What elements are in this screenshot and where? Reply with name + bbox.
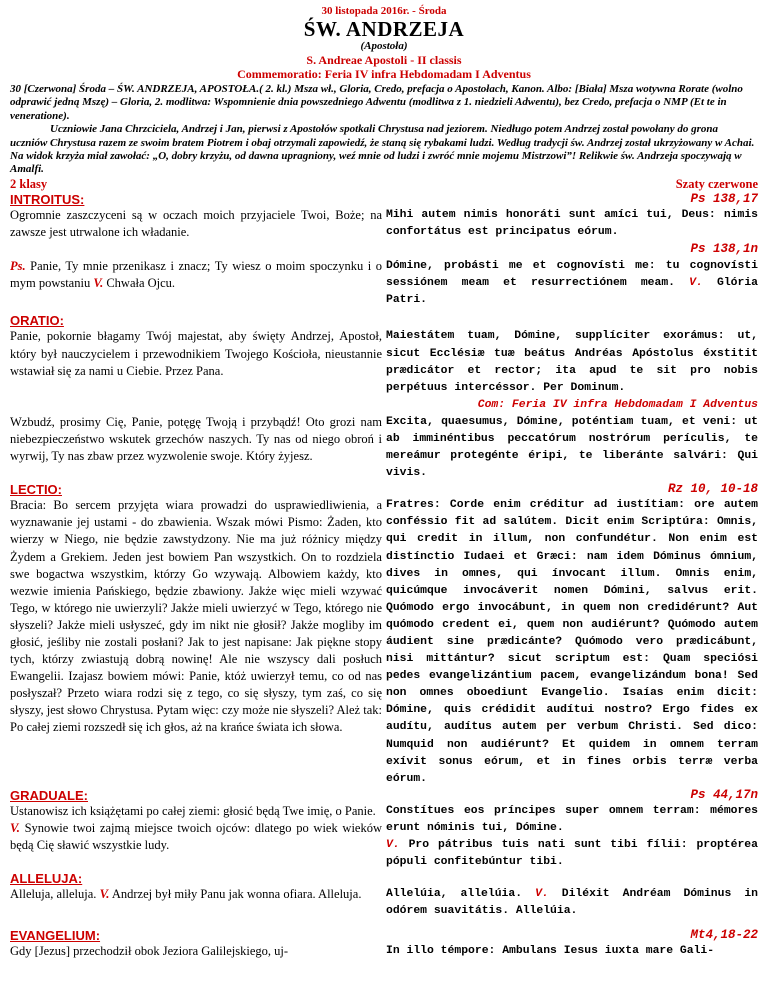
graduale-pl — [10, 803, 382, 871]
introitus-ps-la — [386, 258, 758, 309]
introitus-ps-la-text: Dómine, probásti me et cognovísti me: tu cognovísti sessiónem meam et resurrectiónem meam. — [386, 260, 758, 290]
introitus-ref: Ps 138,17 — [690, 191, 758, 206]
alleluja-pl-b: Andrzej był miły Panu jak wonna ofiara. Alleluja. — [111, 887, 362, 902]
v-label: V. — [10, 820, 20, 835]
notes — [10, 83, 758, 177]
oratio-pl — [10, 328, 382, 482]
subtitle: (Apostoła) — [360, 40, 408, 52]
oratio-la — [386, 328, 758, 482]
v-label: V. — [535, 888, 549, 901]
introitus-glory-pl: Chwała Ojcu. — [106, 276, 176, 291]
v-label: V. — [689, 277, 703, 290]
v-label: V. — [386, 839, 400, 852]
introitus-pl-text: Ogromnie zaszczyceni są w oczach moich przyjaciele Twoi, Boże; na zawsze jest utrwalone ich władanie. — [10, 207, 382, 239]
introitus-header — [10, 192, 758, 207]
introitus-la — [386, 207, 758, 310]
missal-page — [10, 0, 758, 961]
graduale-header — [10, 788, 758, 803]
graduale-la-text: Constítues eos príncipes super omnem terram: mémores erunt nóminis tui, Dómine. — [386, 804, 758, 834]
introitus-label: INTROITUS: — [10, 191, 85, 207]
evangelium-label: EVANGELIUM: — [10, 928, 101, 944]
v-label: V. — [93, 276, 104, 291]
v-label: V. — [99, 887, 110, 902]
evangelium-pl: Gdy [Jezus] przechodził obok Jeziora Galilejskiego, uj- — [10, 944, 289, 959]
date: 30 listopada 2016r. - Środa — [321, 5, 447, 17]
graduale-la — [386, 803, 758, 871]
introitus-pl — [10, 207, 382, 310]
lectio-ref: Rz 10, 10-18 — [667, 482, 758, 497]
introitus-la-text: Mihi autem nimis honoráti sunt amíci tui, Deus: nimis confortátus est principatus eórum. — [386, 208, 758, 238]
graduale-v-pl — [10, 820, 382, 854]
latin-title: S. Andreae Apostoli - II classis — [306, 53, 462, 67]
graduale-body — [10, 803, 758, 871]
oratio-com-pl-text: Wzbudź, prosimy Cię, Panie, potęgę Twoją i przybądź! Oto grozi nam niebezpieczeństwo wskutek grzechów naszych. Ty nas od niego obroń i wyrwij, Ty nas zbaw przez wyzwolenie swoje. Który żyjesz. — [10, 414, 382, 463]
introitus-ref2: Ps 138,1n — [690, 242, 758, 257]
alleluja-body — [10, 886, 758, 920]
graduale-v-la — [386, 837, 758, 871]
lectio-pl: Bracia: Bo sercem przyjęta wiara prowadzi do usprawiedliwienia, a wyznawanie jej ustami - do zbawienia. Wszak mówi Pismo: Żaden, kto wierzy w Niego, nie będzie zawstydzony. Nie ma już różnicy między Żydem a Grekiem. Jeden jest bowiem Pan wszystkich. On to rozdziela swe bogactwa wszystkim, którzy Go wzywają. Albowiem każdy, kto wezwie imienia Pańskiego, będzie zbawiony. Jakże więc mieli wzywać Tego, w którego nie uwierzyli? Jakże mieli uwierzyć w Tego, którego nie słyszeli? Jakże mieli usłyszeć, gdy im nikt nie głosił? Jakże mogliby im głosić, jeśliby nie zostali posłani? Jak to jest napisane: Jak piękne stopy tych, którzy zwiastują dobrą nowinę! Ale nie wszyscy dali posłuch Ewangelii. Izajasz bowiem mówi: Panie, któż uwierzył temu, co od nas posłyszał? Przeto wiara rodzi się z tego, co się słyszy, tym zaś, co się słyszy, jest słowo Chrystusa. Pytam więc: czy może nie słyszeli? Ależ tak: Po całej ziemi rozszedł się ich głos, aż na krańce świata ich słowa. — [10, 498, 382, 735]
alleluja-pl — [10, 886, 382, 920]
oratio-com-la-text: Excita, quaesumus, Dómine, poténtiam tuam, et veni: ut ab imminéntibus peccatórum nostrórum perículis, te mereámur protegénte éripi, te liberánte salvári: Qui vivis. — [386, 415, 758, 480]
page-title: ŚW. ANDRZEJA — [303, 17, 465, 41]
introitus-body — [10, 207, 758, 310]
saint-bio: Uczniowie Jana Chrzciciela, Andrzej i Jan, pierwsi z Apostołów spotkali Chrystusa nad jeziorem. Niedługo potem Andrzej został powołany do grona uczniów Chrystusa razem ze swoim bratem Piotrem i obaj otrzymali zapowiedź, że staną się rybakami ludzi. Według tradycji św. Andrzej został ukrzyżowany w Achai. Na widok krzyża miał zawołać: „O, dobry krzyżu, od dawna upragniony, weź mnie od ludzi i zwróć mnie mojemu Mistrzowi”! Relikwie św. Andrzeja spoczywają w Amalfi. — [10, 123, 755, 176]
lectio-label: LECTIO: — [10, 482, 62, 498]
rubric-note: 30 [Czerwona] Środa – ŚW. ANDRZEJA, APOSTOŁA.( 2. kl.) Msza wł., Gloria, Credo, prefacja o Apostołach, Kanon. Albo: [Biała] Msza wotywna Rorate (wolno odprawić jedną Mszę) – Gloria, 2. modlitwa: Wspomnienie dnia powszedniego Adwentu (modlitwa z 1. niedzieli Adwentu), bez Credo, prefacja o NMP (Et te in veneratione). — [10, 83, 743, 122]
class-label: 2 klasy — [10, 176, 48, 191]
evangelium-header — [10, 928, 758, 943]
graduale-pl-text: Ustanowisz ich książętami po całej ziemi: głosić będą Twe imię, o Panie. — [10, 803, 376, 818]
ps-label: Ps. — [10, 259, 26, 274]
lectio-header — [10, 482, 758, 497]
alleluja-pl-a: Alleluja, alleluja. — [10, 887, 97, 902]
alleluja-la-a: Allelúia, allelúia. — [386, 888, 523, 901]
alleluja-la-b: Diléxit Andréam Dóminus in odórem suavitátis. Allelúia. — [386, 888, 758, 918]
introitus-ps-pl-text: Panie, Ty mnie przenikasz i znacz; Ty wiesz o moim spoczynku i o mym powstaniu — [10, 259, 383, 291]
graduale-ref: Ps 44,17n — [690, 787, 758, 802]
oratio-la-text: Maiestátem tuam, Dómine, supplíciter exorámus: ut, sicut Ecclésiæ tuæ beátus Andréas Apóstolus éxstitit prædicátor et rector; ita apud te sit pro nobis perpétuus intercéssor. Per Dominum. — [386, 330, 758, 394]
evangelium-ref: Mt4,18-22 — [690, 928, 758, 943]
evangelium-la: In illo témpore: Ambulans Iesus iuxta mare Gali- — [386, 945, 715, 958]
oratio-label: ORATIO: — [10, 313, 64, 329]
commemoration: Commemoratio: Feria IV infra Hebdomadam I Adventus — [237, 67, 531, 81]
lectio-body — [10, 497, 758, 788]
oratio-com-label: Com: Feria IV infra Hebdomadam I Adventus — [477, 398, 758, 411]
oratio-body — [10, 328, 758, 482]
alleluja-label: ALLELUJA: — [10, 871, 83, 887]
oratio-pl-text: Panie, pokornie błagamy Twój majestat, aby święty Andrzej, Apostoł, który był nauczycielem i przewodnikiem Twojego Kościoła, nieustannie wstawiał się za nami u Ciebie. Przez Pana. — [10, 329, 382, 378]
introitus-ps-pl — [10, 258, 382, 292]
lectio-la: Fratres: Corde enim créditur ad iustítiam: ore autem conféssio fit ad salútem. Dicit enim Scriptúra: Omnis, qui credit in illum, non confundétur. Non enim est distínctio Iudaei et Græci: nam idem Dóminus ómnium, dives in omnes, qui ínvocant illum. Omnis enim, quicúmque invocáverit nomen Dómini, salvus erit. Quómodo ergo invocábunt, in quem non credidérunt? Aut quómodo credent ei, quem non audiérunt? Quómodo autem áudient sine prædicánte? Quómodo vero prædicábunt, nisi mittántur? sicut scriptum est: Quam speciósi pedes evangelizántium pacem, evangelizándum bona! Sed non omnes oboediunt Evangelio. Isaías enim dicit: Dómine, quis crédidit audítui nostro? Ergo fides ex audítu, audítus autem per verbum Christi. Sed dico: Numquid non audiérunt? Et quidem in omnem terram exívit sonus eórum, et in fines orbis terræ verba eórum. — [386, 499, 758, 785]
graduale-v-la-text: Pro pátribus tuis nati sunt tibi fílii: proptérea pópuli confitebúntur tibi. — [386, 839, 758, 869]
alleluja-la — [386, 886, 758, 920]
graduale-v-pl-text: Synowie twoi zajmą miejsce twoich ojców: dlatego po wiek wieków będą Cię sławić wszystkie ludy. — [10, 820, 383, 853]
introitus-glory-la: Glória Patri. — [386, 277, 758, 307]
class-row — [10, 177, 758, 192]
evangelium-body — [10, 943, 758, 960]
graduale-label: GRADUALE: — [10, 787, 88, 803]
vestments-label: Szaty czerwone — [675, 176, 758, 191]
